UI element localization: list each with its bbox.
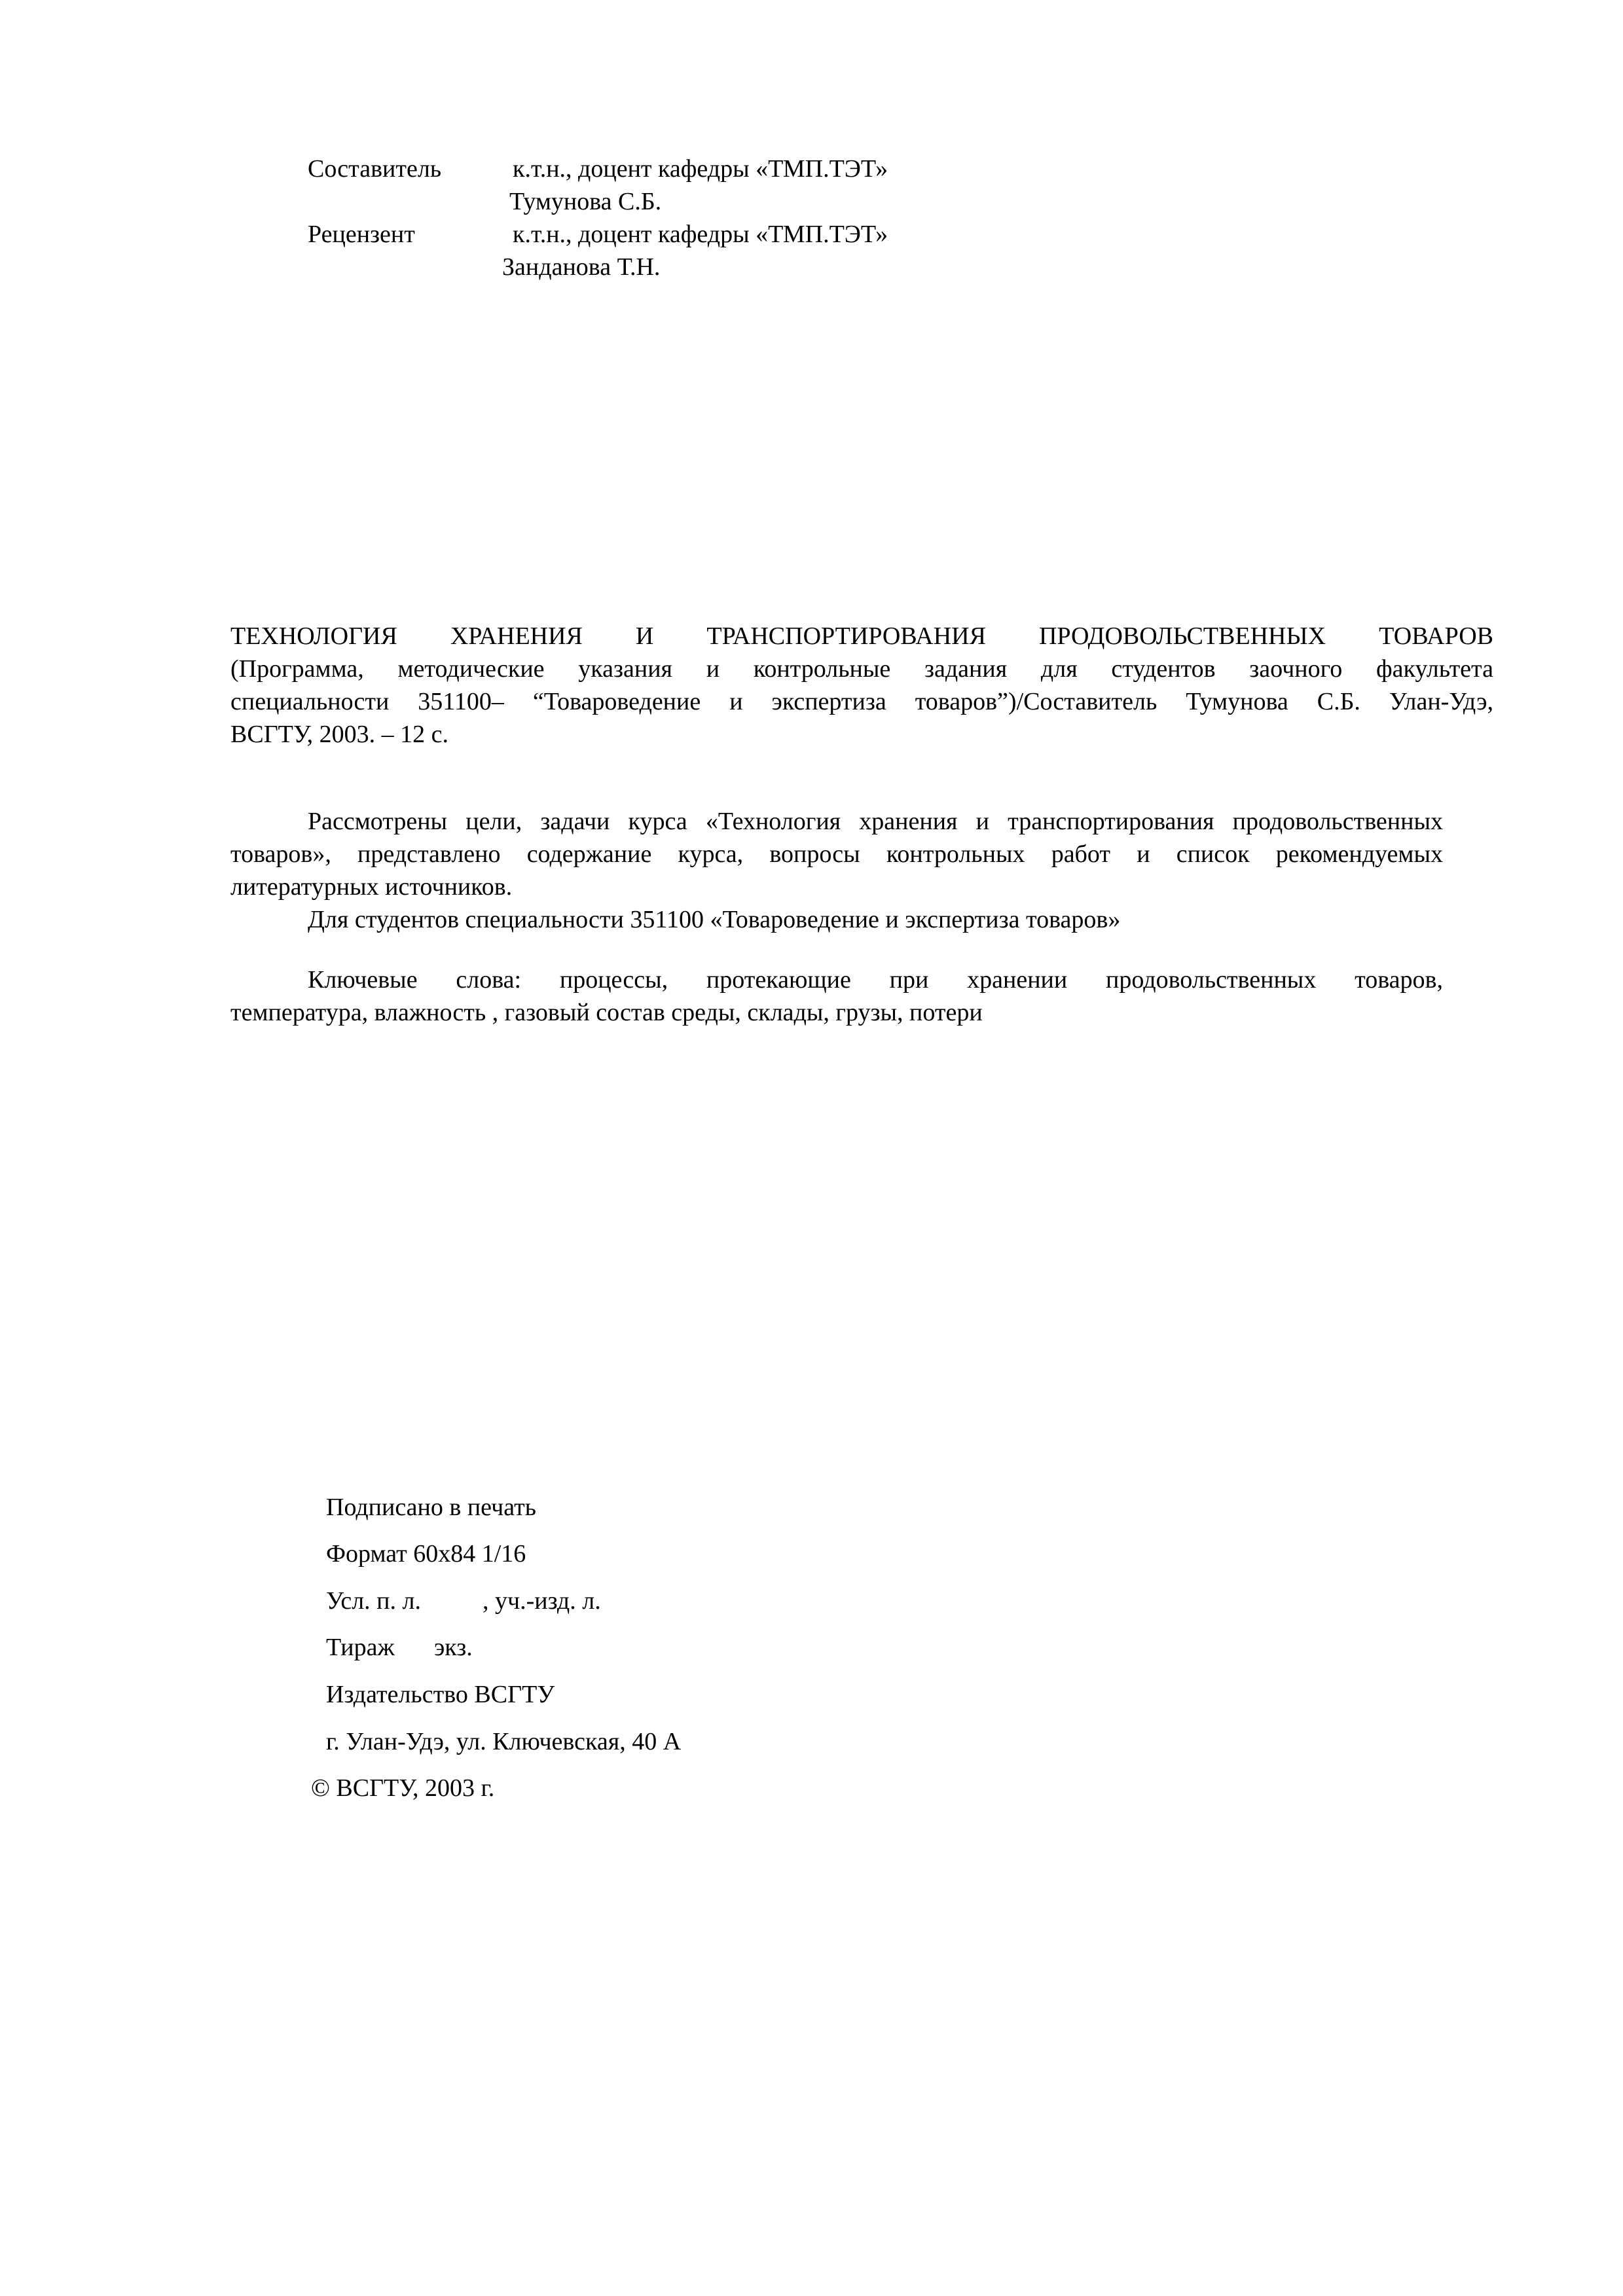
imprint-address: г. Улан-Удэ, ул. Ключевская, 40 А: [326, 1728, 682, 1755]
imprint-format: Формат 60х84 1/16: [326, 1540, 526, 1568]
bib-line-4: ВСГТУ, 2003. – 12 с.: [230, 721, 448, 748]
abstract-line-3: литературных источников.: [230, 873, 513, 901]
keywords-line-2: температура, влажность , газовый состав среды, склады, грузы, потери: [230, 999, 983, 1026]
imprint-print-run-label: Тираж: [326, 1634, 395, 1661]
bibliographic-description: [230, 620, 1493, 751]
reviewer-label: Рецензент: [308, 221, 415, 248]
reviewer-name: Занданова Т.Н.: [502, 253, 661, 281]
imprint-copyright: © ВСГТУ, 2003 г.: [311, 1774, 495, 1802]
abstract-line-2: товаров», представлено содержание курса, вопросы контрольных работ и список рекомендуемых: [230, 840, 1443, 868]
bib-line-3: специальности 351100– “Товароведение и экспертиза товаров”)/Составитель Тумунова С.Б. Улан-Удэ,: [230, 688, 1493, 715]
bib-line-1: ТЕХНОЛОГИЯ ХРАНЕНИЯ И ТРАНСПОРТИРОВАНИЯ ПРОДОВОЛЬСТВЕННЫХ ТОВАРОВ: [230, 622, 1493, 650]
imprint-sheets-label: Усл. п. л.: [326, 1587, 421, 1615]
abstract-paragraph-2: Для студентов специальности 351100 «Товароведение и экспертиза товаров»: [308, 906, 1121, 933]
compiler-name: Тумунова С.Б.: [509, 188, 662, 215]
compiler-title: к.т.н., доцент кафедры «ТМП.ТЭТ»: [513, 155, 888, 183]
imprint-print-run-unit: экз.: [434, 1634, 473, 1661]
abstract-paragraph-1: [230, 805, 1443, 903]
abstract-line-1: Рассмотрены цели, задачи курса «Технология хранения и транспортирования продовольственных: [308, 808, 1443, 835]
keywords-line-1: Ключевые слова: процессы, протекающие при хранении продовольственных товаров,: [308, 966, 1443, 994]
keywords: [230, 963, 1443, 1029]
imprint-sheets-label2: , уч.-изд. л.: [483, 1587, 601, 1615]
compiler-label: Составитель: [308, 155, 442, 183]
bib-line-2: (Программа, методические указания и контрольные задания для студентов заочного факультета: [230, 655, 1493, 683]
imprint-signed: Подписано в печать: [326, 1494, 537, 1521]
imprint-publisher: Издательство ВСГТУ: [326, 1681, 555, 1708]
reviewer-title: к.т.н., доцент кафедры «ТМП.ТЭТ»: [513, 221, 888, 248]
